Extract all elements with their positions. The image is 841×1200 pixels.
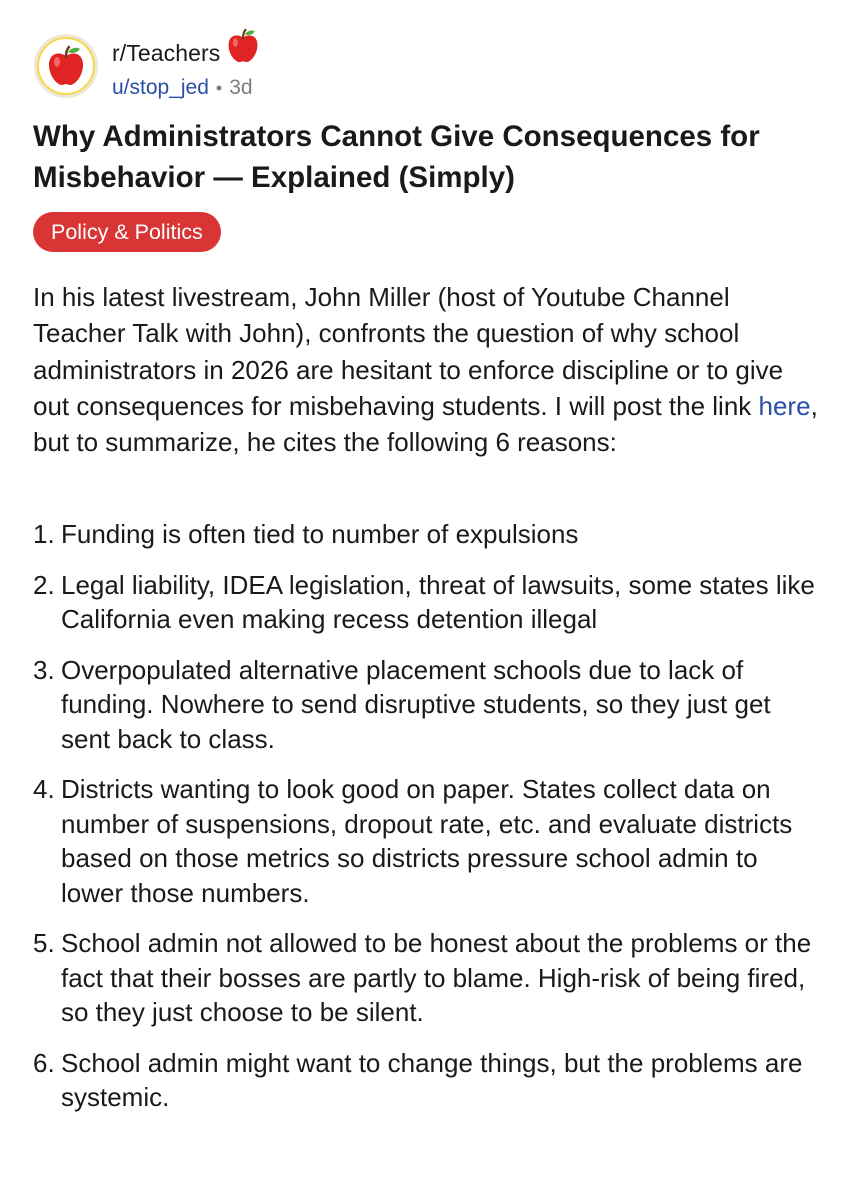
author-username[interactable]: u/stop_jed [112, 76, 209, 99]
list-item [33, 653, 823, 757]
list-item-text: Funding is often tied to number of expulsions [61, 519, 579, 549]
here-link[interactable]: here [758, 390, 811, 421]
list-item [33, 926, 823, 1030]
list-item [33, 517, 823, 552]
list-item-number: 6. [33, 1047, 55, 1078]
post-age: 3d [229, 76, 253, 99]
list-item [33, 568, 823, 637]
post-header [34, 34, 534, 104]
list-item-text: Legal liability, IDEA legislation, threat of lawsuits, some states like California even making recess detention illegal [61, 569, 815, 634]
meta-separator: • [215, 77, 223, 98]
apple-icon [226, 28, 260, 69]
reasons-list [33, 517, 823, 1131]
list-item-text: School admin not allowed to be honest about the problems or the fact that their bosses are partly to blame. High-risk of being fired, so they just choose to be silent. [61, 928, 812, 1027]
list-item [33, 1046, 823, 1115]
body-text-end: , but to summarize, he cites the following 6 reasons: [33, 390, 818, 458]
subreddit-avatar[interactable] [34, 34, 98, 98]
list-item [33, 772, 823, 910]
subreddit-name[interactable]: r/Teachers [112, 40, 221, 66]
list-item-number: 4. [33, 774, 55, 804]
list-item-number: 5. [33, 928, 55, 958]
apple-icon [46, 45, 86, 87]
list-item-number: 2. [33, 569, 55, 600]
list-item-number: 3. [33, 654, 55, 685]
post-title[interactable]: Why Administrators Cannot Give Consequences for Misbehavior — Explained (Simply) [33, 120, 760, 194]
body-text-start: In his latest livestream, John Miller (host of Youtube Channel Teacher Talk with John), confronts the question of why school administrators in 2026 are hesitant to enforce discipline or to give out consequences for misbehaving students. I will post the link [33, 282, 784, 421]
list-item-text: Overpopulated alternative placement schools due to lack of funding. Nowhere to send disruptive students, so they just get sent back to class. [61, 654, 771, 754]
post-flair-badge[interactable]: Policy & Politics [33, 212, 221, 252]
post-body [33, 279, 823, 460]
list-item-number: 1. [33, 519, 55, 549]
list-item-text: School admin might want to change things, but the problems are systemic. [61, 1047, 803, 1112]
list-item-text: Districts wanting to look good on paper. States collect data on number of suspensions, dropout rate, etc. and evaluate districts based on those metrics so districts pressure school admin to lower those numbers. [61, 774, 793, 908]
